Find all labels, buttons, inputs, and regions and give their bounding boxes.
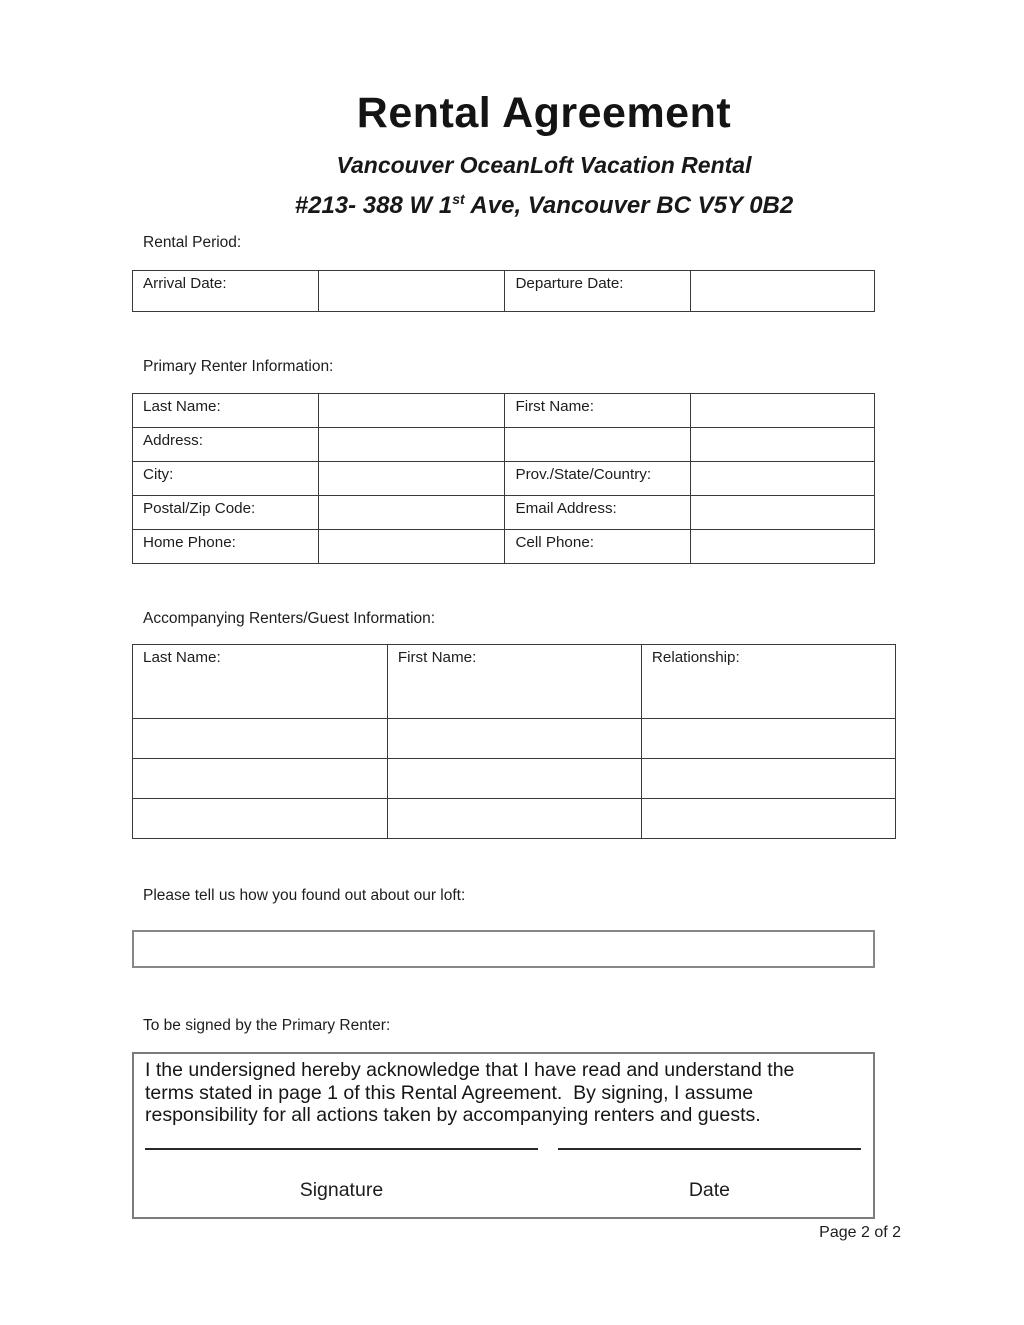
table-row xyxy=(133,394,875,428)
guest-last-name-header: Last Name: xyxy=(133,645,388,719)
postal-zip-label: Postal/Zip Code: xyxy=(133,496,319,530)
last-name-label: Last Name: xyxy=(133,394,319,428)
prov-state-country-field[interactable] xyxy=(690,462,874,496)
address-label: Address: xyxy=(133,428,319,462)
first-name-field[interactable] xyxy=(690,394,874,428)
city-field[interactable] xyxy=(318,462,505,496)
table-header-row xyxy=(133,645,896,719)
guest-relationship-field[interactable] xyxy=(641,759,895,799)
signature-line-gap xyxy=(538,1148,558,1150)
signature-lines-row xyxy=(145,1148,861,1150)
rental-period-heading: Rental Period: xyxy=(143,234,242,251)
signature-labels-row xyxy=(145,1179,861,1202)
guest-relationship-header: Relationship: xyxy=(641,645,895,719)
primary-renter-heading: Primary Renter Information: xyxy=(143,358,334,375)
guest-entry-row xyxy=(133,799,896,839)
guest-last-name-field[interactable] xyxy=(133,799,388,839)
table-row xyxy=(133,428,875,462)
postal-zip-field[interactable] xyxy=(318,496,505,530)
guest-relationship-field[interactable] xyxy=(641,799,895,839)
guest-entry-row xyxy=(133,719,896,759)
table-row xyxy=(133,496,875,530)
signature-line[interactable] xyxy=(145,1148,538,1150)
city-label: City: xyxy=(133,462,319,496)
signature-section-heading: To be signed by the Primary Renter: xyxy=(143,1017,391,1034)
guest-entry-row xyxy=(133,759,896,799)
address-field-3[interactable] xyxy=(690,428,874,462)
home-phone-label: Home Phone: xyxy=(133,530,319,564)
document-address xyxy=(64,191,1024,220)
referral-heading: Please tell us how you found out about our loft: xyxy=(143,887,466,904)
acknowledgment-line: terms stated in page 1 of this Rental Agreement. By signing, I assume xyxy=(145,1081,754,1104)
departure-date-field[interactable] xyxy=(690,271,874,312)
address-field-2[interactable] xyxy=(505,428,691,462)
table-row xyxy=(133,271,875,312)
last-name-field[interactable] xyxy=(318,394,505,428)
accompanying-table xyxy=(132,644,896,839)
cell-phone-field[interactable] xyxy=(690,530,874,564)
guest-first-name-field[interactable] xyxy=(387,719,641,759)
cell-phone-label: Cell Phone: xyxy=(505,530,691,564)
email-address-label: Email Address: xyxy=(505,496,691,530)
acknowledgment-line: responsibility for all actions taken by accompanying renters and guests. xyxy=(145,1104,761,1126)
guest-first-name-header: First Name: xyxy=(387,645,641,719)
referral-answer-field[interactable] xyxy=(132,930,875,968)
guest-last-name-field[interactable] xyxy=(133,719,388,759)
guest-first-name-field[interactable] xyxy=(387,759,641,799)
table-row xyxy=(133,462,875,496)
address-pre: #213- 388 W 1 xyxy=(294,192,453,219)
accompanying-table-body xyxy=(133,645,896,839)
first-name-label: First Name: xyxy=(505,394,691,428)
prov-state-country-label: Prov./State/Country: xyxy=(505,462,691,496)
address-field[interactable] xyxy=(318,428,505,462)
departure-date-label: Departure Date: xyxy=(505,271,691,312)
address-ordinal-suffix: st xyxy=(452,191,465,207)
date-line[interactable] xyxy=(558,1148,861,1150)
accompanying-heading: Accompanying Renters/Guest Information: xyxy=(143,610,436,627)
document-subtitle: Vancouver OceanLoft Vacation Rental xyxy=(336,152,752,178)
arrival-date-label: Arrival Date: xyxy=(133,271,319,312)
primary-renter-table xyxy=(132,393,875,564)
rental-period-table xyxy=(132,270,875,312)
arrival-date-field[interactable] xyxy=(318,271,505,312)
document-header xyxy=(0,0,1024,220)
signature-label: Signature xyxy=(299,1178,384,1201)
guest-relationship-field[interactable] xyxy=(641,719,895,759)
guest-last-name-field[interactable] xyxy=(133,759,388,799)
address-post: Ave, Vancouver BC V5Y 0B2 xyxy=(464,192,794,219)
table-row xyxy=(133,530,875,564)
guest-first-name-field[interactable] xyxy=(387,799,641,839)
document-body xyxy=(0,234,1024,1219)
document-title: Rental Agreement xyxy=(356,89,732,137)
acknowledgment-line: I the undersigned hereby acknowledge that I have read and understand the xyxy=(145,1059,795,1081)
signature-box xyxy=(132,1052,875,1219)
date-label: Date xyxy=(688,1178,731,1201)
home-phone-field[interactable] xyxy=(318,530,505,564)
page-number: Page 2 of 2 xyxy=(819,1223,901,1241)
email-address-field[interactable] xyxy=(690,496,874,530)
